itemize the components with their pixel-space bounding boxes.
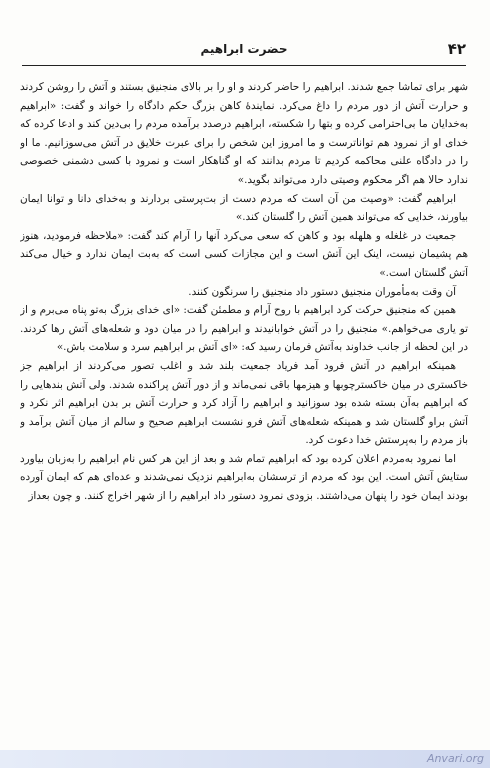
paragraph: جمعیت در غلغله و هلهله بود و کاهن که سعی می‌کرد آنها را آرام کند گفت: «ملاحظه فرمودید، هنوز هم پشیمان نیست، اینک این آتش است و این مجازات کسی است که به‌بت ایمان ندارد و خیال می‌کند آتش گلستان است.» bbox=[20, 229, 468, 279]
paragraph: همین که منجنیق حرکت کرد ابراهیم با روح آرام و مطمئن گفت: «ای خدای بزرگ به‌تو پناه می‌برم و از تو یاری می‌خواهم.» منجنیق را در آتش خوابانیدند و ابراهیم را در میان دود و شعله‌های آتش رها کردند. در این لحظه از جانب خداوند به‌آتش فرمان رسید که: «ای آتش بر ابراهیم سرد و سلامت باش.» bbox=[20, 304, 468, 354]
watermark-logo[interactable]: Anvari.org bbox=[426, 752, 484, 765]
paragraph: شهر برای تماشا جمع شدند. ابراهیم را حاضر کردند و او را بر بالای منجنیق بستند و آتش را روشن کردند و حرارت آتش از دور مردم را داغ می‌کرد. نمایندهٔ کاهن بزرگ حکم دادگاه را خواند و گفت: «ابراهیم به‌خدایان ما بی‌احترامی کرده و بتها را شکسته، ابراهیم درصدد برآمده مردم را بی‌دین کند و ادعا کرده که خدای او از نمرود هم تواناترست و ما امروز این شخص را برای عبرت خلایق در آتش می‌سوزانیم. ما او را در دادگاه علنی محاکمه کردیم تا مردم بدانند که او گناهکار است و نمرود با کسی دشمنی خصوصی ندارد حالا هم اگر محکوم وصیتی دارد می‌تواند بگوید.» bbox=[20, 81, 468, 186]
paragraph: آن وقت به‌مأموران منجنیق دستور داد منجنیق را سرنگون کنند. bbox=[188, 285, 456, 298]
body-text bbox=[20, 78, 468, 738]
paragraph: همینکه ابراهیم در آتش فرود آمد فریاد جمعیت بلند شد و اغلب تصور می‌کردند از ابراهیم جز خاکستری در میان خاکسترچوبها و هیزمها باقی نمی‌ماند و از دور آتش پراکنده شدند. ولی آتش بندهایی را که ابراهیم به‌آن بسته شده بود سوزانید و ابراهیم را آزاد کرد و حرارت آتش بر بدن ابراهیم اثر نکرد و آتش براو گلستان شد و همینکه شعله‌های آتش فرو نشست ابراهیم صحیح و سالم از میان آتش برآمد و باز مردم را به‌پرستش خدا دعوت کرد. bbox=[20, 359, 468, 447]
paragraph: اما نمرود به‌مردم اعلان کرده بود که ابراهیم تمام شد و بعد از این هر کس نام ابراهیم را به‌زبان بیاورد ستایش آتش است. این بود که مردم از ترسشان به‌ابراهیم نزدیک نمی‌شدند و عده‌ای هم که ایمان آورده بودند ایمان خود را پنهان می‌داشتند. بزودی نمرود دستور داد ابراهیم را از شهر اخراج کنند. و چون بعداز bbox=[20, 452, 468, 503]
footer-band bbox=[0, 750, 490, 768]
page-number: ۴۲ bbox=[447, 40, 466, 58]
page-header bbox=[22, 40, 466, 70]
paragraph: ابراهیم گفت: «وصیت من آن است که مردم دست از بت‌پرستی بردارند و به‌خدای دانا و توانا ایمان بیاورند، خدایی که می‌تواند همین آتش را گلستان کند.» bbox=[20, 192, 468, 224]
header-rule bbox=[22, 65, 466, 66]
running-title: حضرت ابراهیم bbox=[200, 42, 288, 56]
